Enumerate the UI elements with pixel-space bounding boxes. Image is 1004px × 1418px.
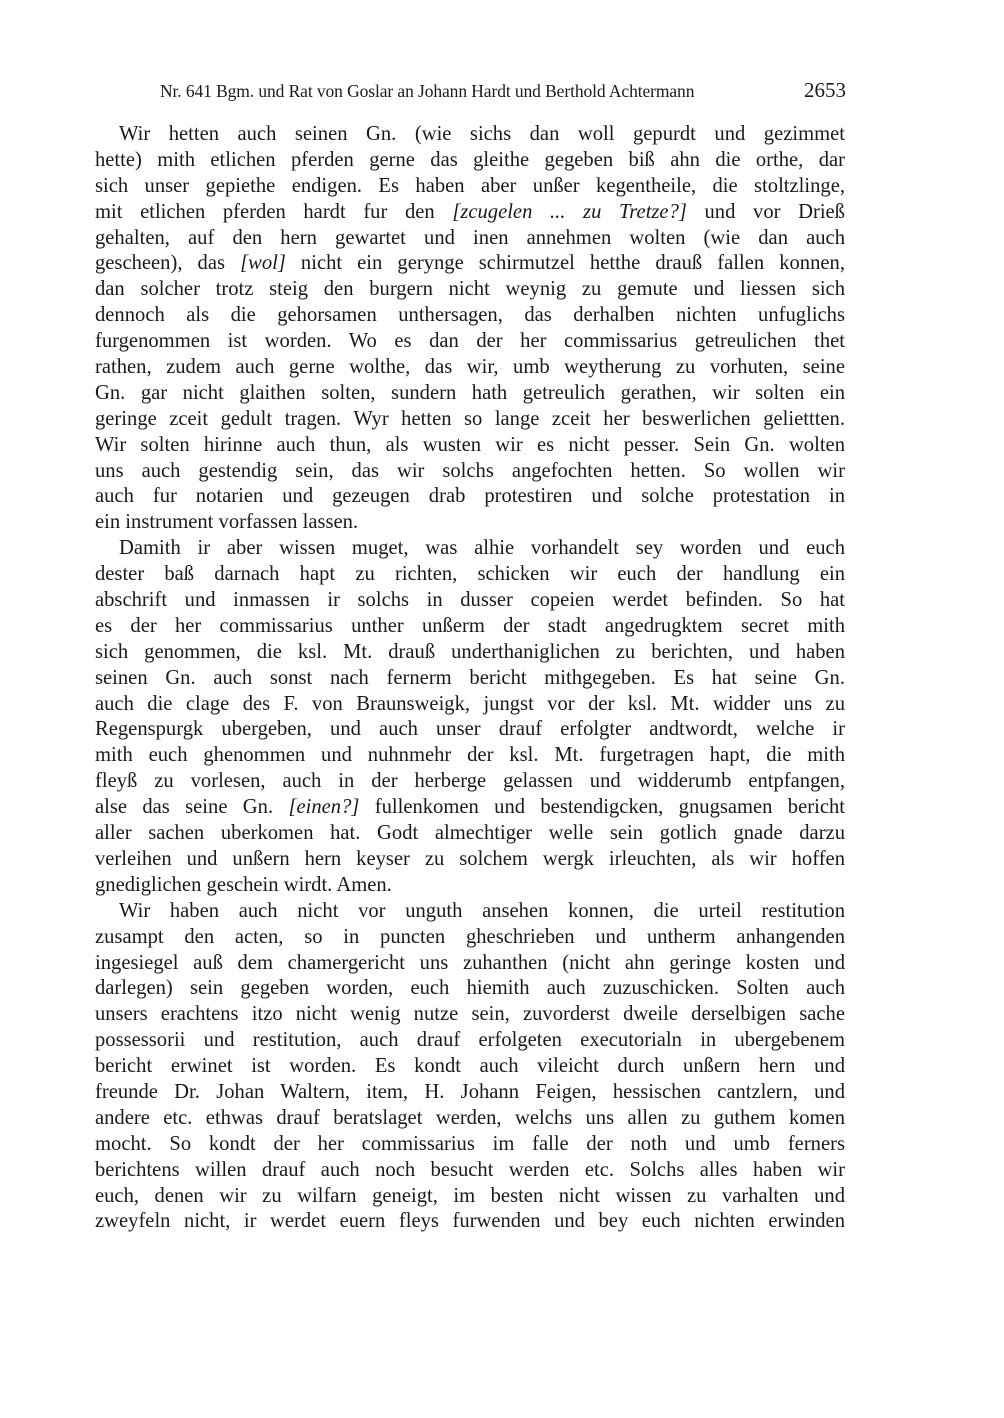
- text-line: [95, 226, 845, 252]
- text-segment: geringe zceit gedult tragen. Wyr hetten so lange zceit her beswerlichen geliettten.: [95, 407, 845, 430]
- text-segment: sich genommen, die ksl. Mt. drauß underthaniglichen zu berichten, und haben: [95, 640, 845, 663]
- text-line: [95, 407, 845, 433]
- text-segment: mith euch ghenommen und nuhnmehr der ksl. Mt. furgetragen hapt, die mith: [95, 744, 845, 767]
- text-segment: berichtens willen drauf auch noch besucht werden etc. Solchs alles haben wir: [95, 1158, 845, 1181]
- text-line: [95, 251, 845, 277]
- text-segment: hette) mith etlichen pferden gerne das gleithe gegeben biß ahn die orthe, dar: [95, 148, 845, 171]
- text-segment: unsers erachtens itzo nicht wenig nutze sein, zuvorderst dweile derselbigen sache: [95, 1003, 845, 1026]
- text-line: [95, 1209, 845, 1235]
- text-line: [95, 174, 845, 200]
- text-segment: auch die clage des F. von Braunsweigk, jungst vor der ksl. Mt. widder uns zu: [95, 692, 845, 715]
- text-line: [95, 769, 845, 795]
- text-line: [95, 1080, 845, 1106]
- text-segment: auch fur notarien und gezeugen drab protestiren und solche protestation in: [95, 485, 845, 508]
- text-line: [95, 717, 845, 743]
- text-segment: verleihen und unßern hern keyser zu solchem wergk irleuchten, als wir hoffen: [95, 847, 845, 870]
- text-line: [95, 743, 845, 769]
- text-line: [95, 562, 845, 588]
- text-segment: gnediglichen geschein wirdt. Amen.: [95, 873, 392, 896]
- text-line: [95, 873, 845, 899]
- text-line: [95, 1184, 845, 1210]
- text-segment: mit etlichen pferden hardt fur den: [95, 200, 453, 223]
- text-line: [95, 847, 845, 873]
- text-segment: Regenspurgk ubergeben, und auch unser drauf erfolgter andtwordt, welche ir: [95, 718, 845, 741]
- text-segment: zweyfeln nicht, ir werdet euern fleys furwenden und bey euch nichten erwinden: [95, 1210, 845, 1233]
- text-segment: Wir haben auch nicht vor unguth ansehen konnen, die urteil restitution: [119, 899, 845, 922]
- text-line: [95, 666, 845, 692]
- text-segment: fullenkomen und bestendigcken, gnugsamen bericht: [359, 796, 845, 819]
- text-segment: euch, denen wir zu wilfarn geneigt, im besten nicht wissen zu varhalten und: [95, 1184, 845, 1207]
- text-segment: possessorii und restitution, auch drauf erfolgeten executorialn in ubergebenem: [95, 1029, 845, 1052]
- text-segment: Gn. gar nicht glaithen solten, sundern hath getreulich gerathen, wir solten ein: [95, 381, 845, 404]
- text-line: [95, 1054, 845, 1080]
- text-segment: freunde Dr. Johan Waltern, item, H. Johann Feigen, hessischen cantzlern, und: [95, 1080, 845, 1103]
- editorial-insertion: [einen?]: [288, 796, 360, 819]
- text-segment: gescheen), das: [95, 252, 241, 275]
- text-segment: mocht. So kondt der her commissarius im falle der noth und umb ferners: [95, 1132, 845, 1155]
- text-segment: dester baß darnach hapt zu richten, schicken wir euch der handlung ein: [95, 563, 845, 586]
- text-line: [95, 951, 845, 977]
- text-line: [95, 821, 845, 847]
- text-line: [95, 148, 845, 174]
- text-segment: aller sachen uberkomen hat. Godt almechtiger welle sein gotlich gnade darzu: [95, 822, 845, 845]
- text-line: [95, 899, 845, 925]
- header-title: Nr. 641 Bgm. und Rat von Goslar an Johann Hardt und Berthold Achtermann: [160, 81, 695, 101]
- text-segment: abschrift und inmassen ir solchs in dusser copeien werdet befinden. So hat: [95, 589, 845, 612]
- text-segment: furgenommen ist worden. Wo es dan der her commissarius getreulichen thet: [95, 330, 845, 353]
- document-body: [95, 122, 845, 1235]
- text-line: [95, 925, 845, 951]
- text-segment: andere etc. ethwas drauf beratslaget werden, welchs uns allen zu guthem komen: [95, 1106, 845, 1129]
- text-line: [95, 1002, 845, 1028]
- text-line: [95, 1132, 845, 1158]
- text-segment: dennoch als die gehorsamen unthersagen, das derhalben nichten unfuglichs: [95, 304, 845, 327]
- editorial-insertion: [wol]: [240, 252, 286, 275]
- text-segment: es der her commissarius unther unßerm der stadt angedrugktem secret mith: [95, 614, 845, 637]
- text-segment: gehalten, auf den hern gewartet und inen annehmen wolten (wie dan auch: [95, 226, 845, 249]
- text-line: [95, 1028, 845, 1054]
- text-line: [95, 1106, 845, 1132]
- text-line: [95, 277, 845, 303]
- text-segment: und vor Drieß: [686, 200, 845, 223]
- text-segment: nicht ein gerynge schirmutzel hetthe drauß fallen konnen,: [285, 252, 845, 275]
- text-line: [95, 795, 845, 821]
- text-line: [95, 588, 845, 614]
- text-line: [95, 459, 845, 485]
- text-segment: alse das seine Gn.: [95, 796, 289, 819]
- text-segment: zusampt den acten, so in puncten gheschrieben und untherm anhangenden: [95, 925, 845, 948]
- text-line: [95, 1158, 845, 1184]
- editorial-insertion: [zcugelen ... zu Tretze?]: [452, 200, 687, 223]
- text-line: [95, 484, 845, 510]
- text-line: [95, 381, 845, 407]
- text-line: [95, 200, 845, 226]
- text-line: [95, 692, 845, 718]
- page-number: 2653: [804, 78, 846, 102]
- text-line: [95, 614, 845, 640]
- text-line: [95, 433, 845, 459]
- text-line: [95, 976, 845, 1002]
- text-segment: uns auch gestendig sein, das wir solchs angefochten hetten. So wollen wir: [95, 459, 845, 482]
- text-segment: rathen, zudem auch gerne wolthe, das wir, umb weytherung zu vorhuten, seine: [95, 356, 845, 379]
- text-line: [95, 640, 845, 666]
- text-line: [95, 329, 845, 355]
- text-line: [95, 536, 845, 562]
- text-line: [95, 122, 845, 148]
- text-segment: Wir hetten auch seinen Gn. (wie sichs dan woll gepurdt und gezimmet: [119, 123, 845, 145]
- text-line: [95, 355, 845, 381]
- text-line: [95, 510, 845, 536]
- text-segment: seinen Gn. auch sonst nach fernerm bericht mithgegeben. Es hat seine Gn.: [95, 666, 845, 689]
- text-segment: Damith ir aber wissen muget, was alhie vorhandelt sey worden und euch: [119, 537, 845, 560]
- text-segment: dan solcher trotz steig den burgern nicht weynig zu gemute und liessen sich: [95, 278, 845, 301]
- text-segment: darlegen) sein gegeben worden, euch hiemith auch zuzuschicken. Solten auch: [95, 977, 845, 1000]
- text-line: [95, 303, 845, 329]
- running-header: [160, 78, 846, 106]
- text-segment: Wir solten hirinne auch thun, als wusten wir es nicht pesser. Sein Gn. wolten: [95, 433, 845, 456]
- text-segment: fleyß zu vorlesen, auch in der herberge gelassen und widderumb entpfangen,: [95, 770, 845, 793]
- text-segment: ein instrument vorfassen lassen.: [95, 511, 359, 534]
- text-segment: bericht erwinet ist worden. Es kondt auch vileicht durch unßern hern und: [95, 1055, 845, 1078]
- text-segment: sich unser gepiethe endigen. Es haben aber unßer kegentheile, die stoltzlinge,: [95, 174, 845, 197]
- text-segment: ingesiegel auß dem chamergericht uns zuhanthen (nicht ahn geringe kosten und: [95, 951, 845, 974]
